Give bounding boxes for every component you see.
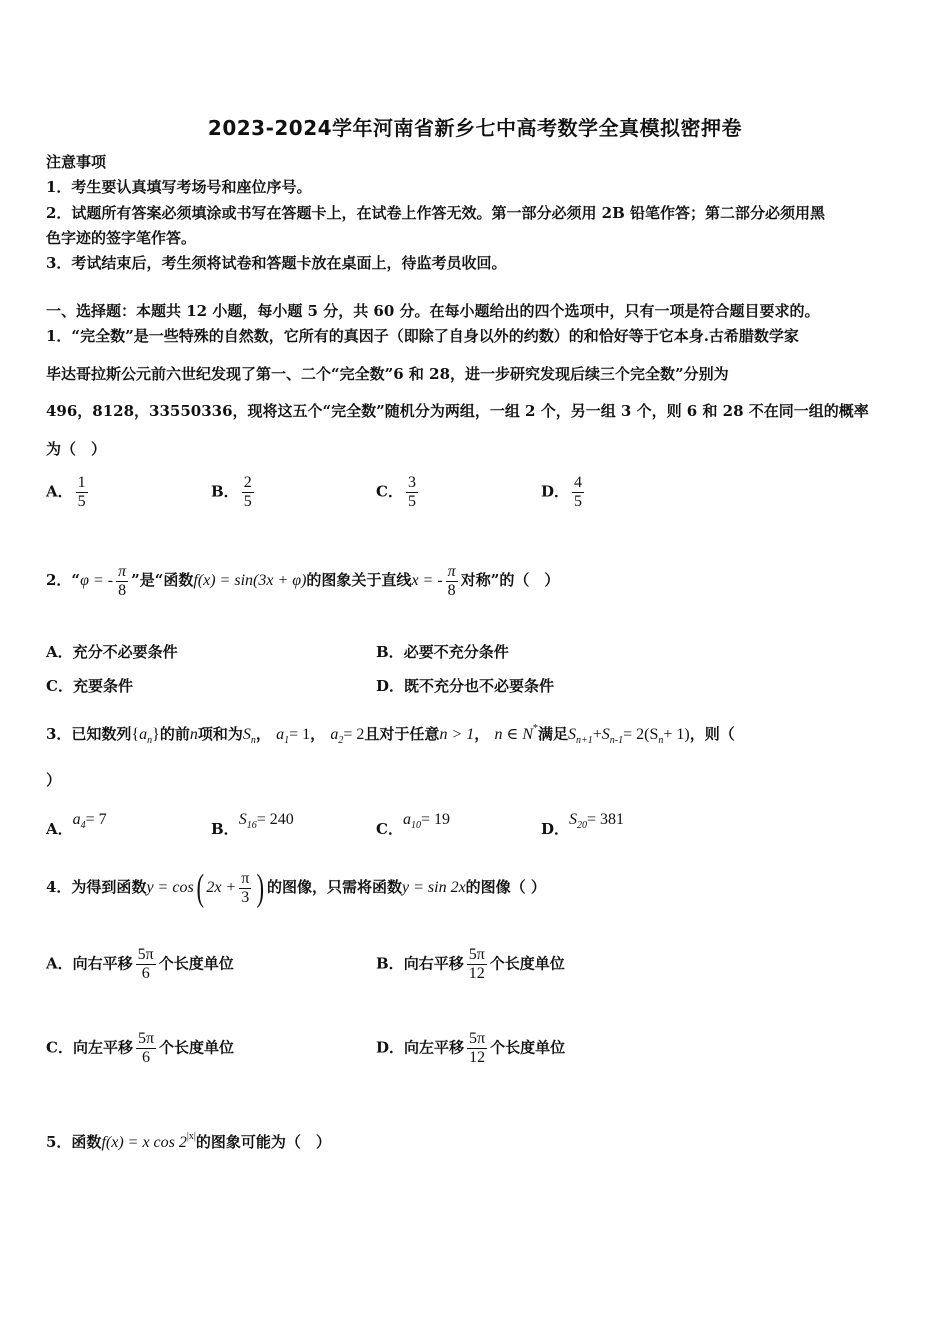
fraction: $\frac{5\pi}{6}$ — [137, 1030, 155, 1066]
fraction: $\frac{4}{5}$ — [574, 474, 583, 510]
q1-line-4: 为（ ） — [46, 440, 107, 458]
q4-option-d[interactable]: D．向左平移 $\frac{5\pi}{12}$ 个长度单位 — [376, 1030, 566, 1066]
fraction: $\frac{\pi}{3}$ — [241, 869, 250, 906]
q1-option-d[interactable] — [541, 474, 587, 511]
q1-option-a[interactable] — [46, 474, 91, 511]
q3-stem-close: ） — [46, 771, 62, 789]
fraction: $\frac{3}{5}$ — [407, 474, 416, 510]
fraction: $\frac{\pi}{8}$ — [118, 562, 127, 599]
q1-option-b[interactable] — [211, 474, 257, 511]
option-label: A． — [46, 482, 73, 501]
notice-item-2: 2．试题所有答案必须填涂或书写在答题卡上，在试卷上作答无效。第一部分必须用 2B 铅笔作答；第二部分必须用黑 — [46, 204, 826, 222]
q2-option-a[interactable]: A．充分不必要条件 — [46, 643, 178, 661]
q3-option-d[interactable]: D．$S_{20}= 381$ — [541, 811, 625, 838]
q3-option-a[interactable]: A．$a_4= 7$ — [46, 811, 107, 838]
notice-item-1: 1．考生要认真填写考场号和座位序号。 — [46, 178, 312, 196]
q4-option-a[interactable]: A．向右平移 $\frac{5\pi}{6}$ 个长度单位 — [46, 946, 234, 982]
q3-option-b[interactable]: B．$S_{16}= 240$ — [211, 811, 294, 838]
q1-line-1: 1．“完全数”是一些特殊的自然数，它所有的真因子（即除了自身以外的约数）的和恰好等于它本身.古希腊数学家 — [46, 327, 799, 345]
q1-line-2: 毕达哥拉斯公元前六世纪发现了第一、二个“完全数”6 和 28，进一步研究发现后续三个完全数”分别为 — [46, 365, 729, 383]
q3-stem: 3．已知数列$\{a_n\}$的前n项和为$S_n$， $a_1= 1$， $a_2= 2$且对于任意n > 1， n ∈ N*满足$S_{n+1}+S_{n-1}= 2(S_n+ 1)$，则（ — [46, 723, 735, 746]
q3-option-c[interactable]: C．$a_{10}= 19$ — [376, 811, 450, 838]
q5-stem: 5．函数f(x) = x $\cos 2^{|x|}$的图象可能为（ ） — [46, 1131, 331, 1151]
q2-stem: 2．“φ = - $\frac{\pi}{8}$ ”是“函数f(x) = sin(3x + φ)的图象关于直线x = - $\frac{\pi}{8}$ 对称”的（ ） — [46, 562, 560, 599]
option-label: D． — [541, 482, 570, 501]
q2-option-d[interactable]: D．既不充分也不必要条件 — [376, 677, 555, 695]
q4-option-b[interactable]: B．向右平移 $\frac{5\pi}{12}$ 个长度单位 — [376, 946, 565, 982]
q2-option-c[interactable]: C．充要条件 — [46, 677, 133, 695]
q1-option-c[interactable] — [376, 474, 421, 511]
option-label: B． — [211, 482, 239, 501]
fraction: $\frac{1}{5}$ — [77, 474, 86, 510]
q2-option-b[interactable]: B．必要不充分条件 — [376, 643, 509, 661]
fraction: $\frac{5\pi}{6}$ — [137, 946, 154, 982]
fraction: $\frac{\pi}{8}$ — [447, 562, 456, 599]
notice-item-2-cont: 色字迹的签字笔作答。 — [46, 229, 197, 247]
q1-line-3: 496，8128，33550336，现将这五个“完全数”随机分为两组，一组 2 个，另一组 3 个，则 6 和 28 不在同一组的概率 — [46, 402, 869, 420]
fraction: $\frac{5\pi}{12}$ — [468, 946, 485, 982]
q4-stem: 4．为得到函数y = cos( 2x + $\frac{\pi}{3}$ ) 的图像，只需将函数y = sin 2x的图像（ ） — [46, 867, 546, 909]
page-title: 2023-2024学年河南省新乡七中高考数学全真模拟密押卷 — [207, 116, 743, 140]
fraction: $\frac{2}{5}$ — [243, 474, 252, 510]
notice-item-3: 3．考试结束后，考生须将试卷和答题卡放在桌面上，待监考员收回。 — [46, 254, 507, 272]
fraction: $\frac{5\pi}{12}$ — [469, 1030, 486, 1066]
notice-heading: 注意事项 — [46, 153, 107, 171]
q4-option-c[interactable]: C．向左平移 $\frac{5\pi}{6}$ 个长度单位 — [46, 1030, 235, 1066]
option-label: C． — [376, 482, 403, 501]
section-heading: 一、选择题：本题共 12 小题，每小题 5 分，共 60 分。在每小题给出的四个选项中，只有一项是符合题目要求的。 — [46, 302, 820, 320]
